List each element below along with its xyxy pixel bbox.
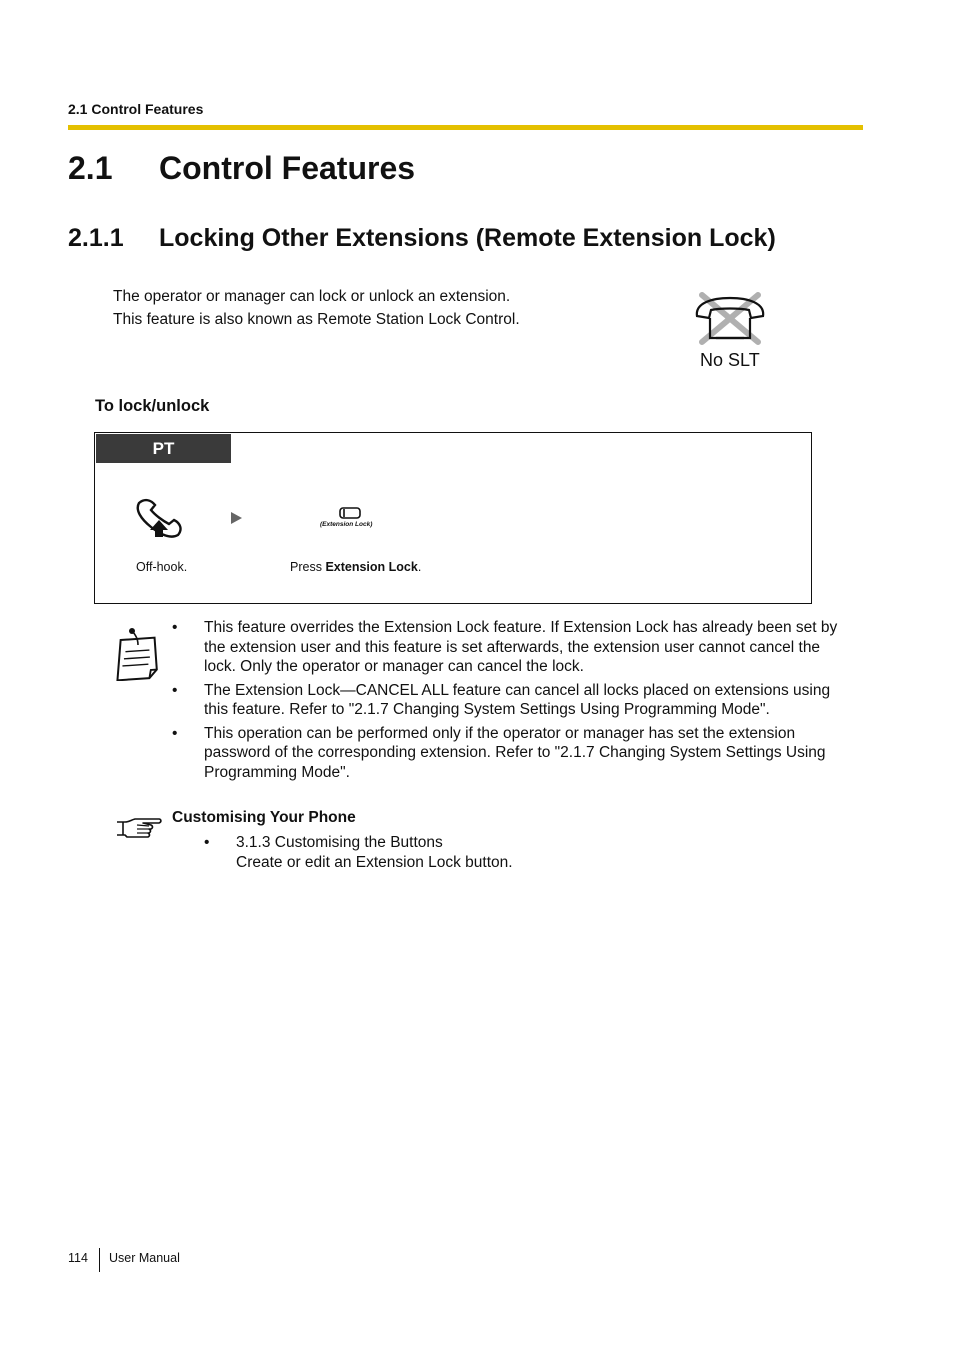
- step-press-bold: Extension Lock: [325, 560, 418, 574]
- arrow-right-icon: [229, 511, 243, 525]
- customising-title: Customising Your Phone: [172, 809, 356, 826]
- intro-text: [113, 285, 520, 331]
- subsection-title-text: Locking Other Extensions (Remote Extension Lock): [159, 224, 776, 252]
- extension-lock-caption: (Extension Lock): [320, 521, 373, 528]
- section-number: 2.1: [68, 150, 113, 186]
- note-text: This operation can be performed only if the operator or manager has set the extension password of the corresponding extension. Refer to "2.1.7 Changing System Settings Using Programming Mode".: [204, 724, 826, 781]
- list-item: [172, 618, 842, 677]
- customising-item: [204, 833, 513, 872]
- crossed-phone-icon: [690, 290, 770, 346]
- note-text: This feature overrides the Extension Lock feature. If Extension Lock has already been set by the extension user and this feature is set afterwards, the extension user cannot cancel the lock. Only the operator or manager can cancel the lock.: [204, 619, 838, 675]
- notes-list: [172, 618, 842, 786]
- no-slt-label: No SLT: [700, 350, 760, 370]
- footer-divider: [99, 1248, 100, 1272]
- step-press-prefix: Press: [290, 560, 326, 574]
- subsection-number: 2.1.1: [68, 224, 124, 252]
- customising-desc: Create or edit an Extension Lock button.: [236, 853, 513, 871]
- step-press-suffix: .: [417, 560, 422, 574]
- section-title-text: Control Features: [159, 150, 416, 186]
- footer-label: User Manual: [109, 1251, 180, 1265]
- running-header: 2.1 Control Features: [68, 101, 204, 117]
- pt-tab: PT: [96, 434, 231, 463]
- bullet-dot: •: [172, 681, 178, 699]
- bullet-dot: •: [172, 619, 178, 636]
- notepad-icon: [112, 625, 164, 681]
- page-number: 114: [68, 1251, 88, 1265]
- intro-line-1: The operator or manager can lock or unlock an extension.: [113, 288, 511, 305]
- step-press-extension-lock: [290, 560, 421, 574]
- pointing-hand-icon: [115, 816, 163, 840]
- list-item: [172, 681, 842, 720]
- list-item: [172, 724, 842, 783]
- extension-lock-button-icon: [338, 506, 362, 520]
- step-off-hook: Off-hook.: [136, 560, 188, 574]
- subsection-title: [68, 224, 776, 253]
- bullet-dot: •: [172, 724, 178, 742]
- procedure-heading: To lock/unlock: [95, 397, 210, 415]
- customising-ref: 3.1.3 Customising the Buttons: [236, 834, 443, 851]
- header-rule: [68, 125, 863, 130]
- section-title: [68, 150, 415, 187]
- intro-line-2: This feature is also known as Remote Station Lock Control.: [113, 311, 520, 328]
- note-text: The Extension Lock—CANCEL ALL feature can cancel all locks placed on extensions using this feature. Refer to "2.1.7 Changing System Settings Using Programming Mode".: [204, 681, 831, 718]
- off-hook-handset-icon: [133, 497, 185, 539]
- bullet-dot: •: [204, 834, 210, 851]
